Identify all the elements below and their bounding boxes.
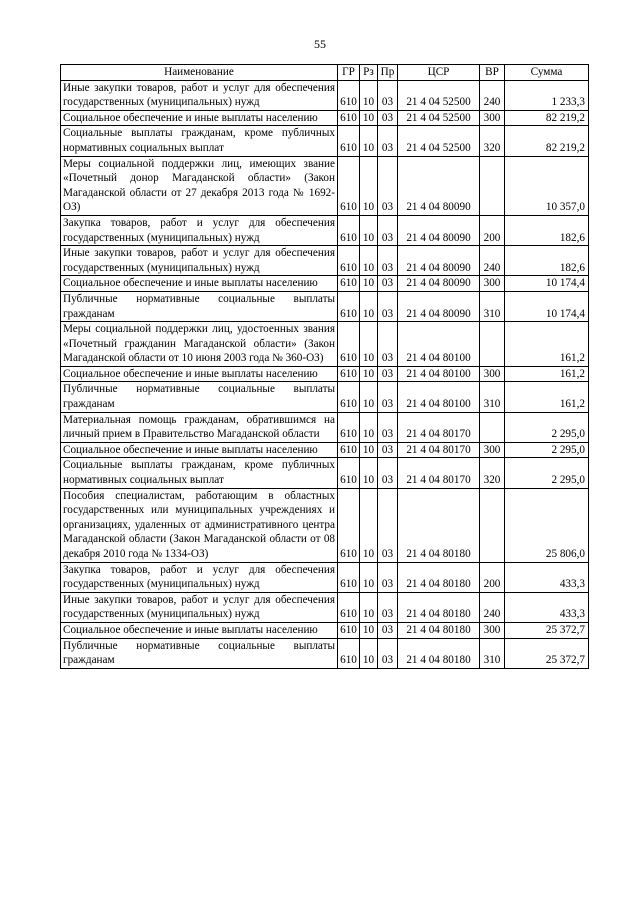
cell-rz: 10 [360, 366, 378, 382]
cell-vr: 300 [480, 366, 505, 382]
cell-rz: 10 [360, 622, 378, 638]
table-row [61, 442, 589, 458]
cell-sum: 10 174,4 [505, 276, 589, 292]
column-header-name: Наименование [61, 65, 338, 81]
cell-vr: 310 [480, 638, 505, 668]
cell-gr: 610 [338, 458, 360, 488]
cell-sum: 161,2 [505, 322, 589, 367]
cell-gr: 610 [338, 442, 360, 458]
table-row [61, 458, 589, 488]
cell-pr: 03 [378, 276, 398, 292]
table-row [61, 488, 589, 562]
cell-pr: 03 [378, 458, 398, 488]
cell-name: Социальное обеспечение и иные выплаты населению [61, 110, 338, 126]
cell-gr: 610 [338, 622, 360, 638]
cell-vr: 300 [480, 276, 505, 292]
table-row [61, 215, 589, 245]
cell-name: Публичные нормативные социальные выплаты гражданам [61, 291, 338, 321]
cell-csr: 21 4 04 80100 [398, 366, 480, 382]
cell-pr: 03 [378, 156, 398, 215]
cell-rz: 10 [360, 442, 378, 458]
cell-name: Закупка товаров, работ и услуг для обеспечения государственных (муниципальных) нужд [61, 215, 338, 245]
cell-rz: 10 [360, 110, 378, 126]
cell-sum: 2 295,0 [505, 412, 589, 442]
table-row [61, 156, 589, 215]
cell-sum: 25 372,7 [505, 638, 589, 668]
cell-vr [480, 488, 505, 562]
cell-sum: 10 174,4 [505, 291, 589, 321]
cell-pr: 03 [378, 215, 398, 245]
table-row [61, 592, 589, 622]
cell-name: Социальное обеспечение и иные выплаты населению [61, 622, 338, 638]
cell-rz: 10 [360, 638, 378, 668]
cell-vr: 240 [480, 592, 505, 622]
cell-sum: 2 295,0 [505, 442, 589, 458]
cell-gr: 610 [338, 110, 360, 126]
column-header-sum: Сумма [505, 65, 589, 81]
cell-sum: 25 372,7 [505, 622, 589, 638]
cell-name: Публичные нормативные социальные выплаты гражданам [61, 382, 338, 412]
cell-rz: 10 [360, 382, 378, 412]
cell-name: Пособия специалистам, работающим в областных государственных или муниципальных учреждениях и организациях, удаленных от административного центра Магаданской области (Закон Магаданской области от 08 декабря 2010 года № 1334-ОЗ) [61, 488, 338, 562]
table-row [61, 126, 589, 156]
cell-gr: 610 [338, 80, 360, 110]
column-header-vr: ВР [480, 65, 505, 81]
cell-gr: 610 [338, 488, 360, 562]
budget-table [60, 64, 589, 669]
cell-name: Меры социальной поддержки лиц, имеющих звание «Почетный донор Магаданской области» (Закон Магаданской области от 27 декабря 2013 года № 1692-ОЗ) [61, 156, 338, 215]
table-row [61, 412, 589, 442]
column-header-csr: ЦСР [398, 65, 480, 81]
cell-gr: 610 [338, 322, 360, 367]
cell-csr: 21 4 04 80180 [398, 592, 480, 622]
cell-pr: 03 [378, 622, 398, 638]
cell-vr: 310 [480, 382, 505, 412]
cell-gr: 610 [338, 366, 360, 382]
cell-pr: 03 [378, 562, 398, 592]
cell-name: Иные закупки товаров, работ и услуг для обеспечения государственных (муниципальных) нужд [61, 80, 338, 110]
column-header-pr: Пр [378, 65, 398, 81]
cell-pr: 03 [378, 322, 398, 367]
cell-csr: 21 4 04 80090 [398, 291, 480, 321]
cell-sum: 161,2 [505, 366, 589, 382]
cell-rz: 10 [360, 156, 378, 215]
table-row [61, 80, 589, 110]
cell-pr: 03 [378, 246, 398, 276]
cell-rz: 10 [360, 246, 378, 276]
cell-gr: 610 [338, 382, 360, 412]
cell-gr: 610 [338, 126, 360, 156]
cell-sum: 182,6 [505, 215, 589, 245]
cell-csr: 21 4 04 52500 [398, 110, 480, 126]
cell-name: Материальная помощь гражданам, обратившимся на личный прием в Правительство Магаданской области [61, 412, 338, 442]
cell-sum: 161,2 [505, 382, 589, 412]
cell-csr: 21 4 04 80170 [398, 442, 480, 458]
cell-vr: 300 [480, 110, 505, 126]
cell-vr: 320 [480, 126, 505, 156]
cell-pr: 03 [378, 291, 398, 321]
cell-gr: 610 [338, 412, 360, 442]
table-row [61, 622, 589, 638]
cell-name: Социальное обеспечение и иные выплаты населению [61, 442, 338, 458]
cell-gr: 610 [338, 246, 360, 276]
cell-name: Иные закупки товаров, работ и услуг для обеспечения государственных (муниципальных) нужд [61, 592, 338, 622]
cell-rz: 10 [360, 412, 378, 442]
cell-csr: 21 4 04 80100 [398, 382, 480, 412]
cell-name: Иные закупки товаров, работ и услуг для обеспечения государственных (муниципальных) нужд [61, 246, 338, 276]
cell-gr: 610 [338, 562, 360, 592]
column-header-rz: Рз [360, 65, 378, 81]
cell-rz: 10 [360, 488, 378, 562]
cell-gr: 610 [338, 276, 360, 292]
cell-rz: 10 [360, 458, 378, 488]
cell-csr: 21 4 04 52500 [398, 126, 480, 156]
cell-pr: 03 [378, 488, 398, 562]
cell-csr: 21 4 04 80090 [398, 276, 480, 292]
table-row [61, 110, 589, 126]
cell-csr: 21 4 04 80100 [398, 322, 480, 367]
table-row [61, 246, 589, 276]
cell-csr: 21 4 04 80090 [398, 215, 480, 245]
cell-rz: 10 [360, 562, 378, 592]
table-header-row [61, 65, 589, 81]
cell-name: Социальное обеспечение и иные выплаты населению [61, 366, 338, 382]
cell-csr: 21 4 04 80170 [398, 412, 480, 442]
page-number: 55 [314, 37, 326, 51]
cell-csr: 21 4 04 52500 [398, 80, 480, 110]
cell-csr: 21 4 04 80090 [398, 246, 480, 276]
cell-pr: 03 [378, 382, 398, 412]
cell-sum: 10 357,0 [505, 156, 589, 215]
cell-csr: 21 4 04 80180 [398, 562, 480, 592]
cell-vr: 300 [480, 442, 505, 458]
cell-pr: 03 [378, 638, 398, 668]
cell-sum: 25 806,0 [505, 488, 589, 562]
table-row [61, 638, 589, 668]
cell-sum: 2 295,0 [505, 458, 589, 488]
cell-gr: 610 [338, 592, 360, 622]
cell-rz: 10 [360, 80, 378, 110]
table-row [61, 382, 589, 412]
cell-sum: 1 233,3 [505, 80, 589, 110]
cell-csr: 21 4 04 80180 [398, 488, 480, 562]
table-row [61, 322, 589, 367]
cell-sum: 433,3 [505, 562, 589, 592]
cell-vr: 320 [480, 458, 505, 488]
cell-gr: 610 [338, 215, 360, 245]
cell-rz: 10 [360, 291, 378, 321]
cell-pr: 03 [378, 592, 398, 622]
cell-rz: 10 [360, 215, 378, 245]
cell-rz: 10 [360, 126, 378, 156]
cell-name: Публичные нормативные социальные выплаты гражданам [61, 638, 338, 668]
cell-gr: 610 [338, 291, 360, 321]
cell-sum: 82 219,2 [505, 126, 589, 156]
cell-csr: 21 4 04 80170 [398, 458, 480, 488]
cell-name: Закупка товаров, работ и услуг для обеспечения государственных (муниципальных) нужд [61, 562, 338, 592]
table-row [61, 276, 589, 292]
column-header-gr: ГР [338, 65, 360, 81]
cell-vr [480, 156, 505, 215]
cell-pr: 03 [378, 366, 398, 382]
cell-vr [480, 412, 505, 442]
cell-vr [480, 322, 505, 367]
cell-pr: 03 [378, 80, 398, 110]
cell-pr: 03 [378, 442, 398, 458]
cell-csr: 21 4 04 80180 [398, 638, 480, 668]
cell-pr: 03 [378, 110, 398, 126]
cell-pr: 03 [378, 126, 398, 156]
cell-vr: 240 [480, 80, 505, 110]
cell-sum: 182,6 [505, 246, 589, 276]
table-row [61, 562, 589, 592]
cell-name: Социальные выплаты гражданам, кроме публичных нормативных социальных выплат [61, 126, 338, 156]
cell-vr: 300 [480, 622, 505, 638]
cell-sum: 82 219,2 [505, 110, 589, 126]
cell-rz: 10 [360, 276, 378, 292]
cell-gr: 610 [338, 638, 360, 668]
cell-name: Социальное обеспечение и иные выплаты населению [61, 276, 338, 292]
cell-gr: 610 [338, 156, 360, 215]
cell-vr: 310 [480, 291, 505, 321]
table-row [61, 291, 589, 321]
cell-sum: 433,3 [505, 592, 589, 622]
cell-vr: 200 [480, 562, 505, 592]
cell-name: Меры социальной поддержки лиц, удостоенных звания «Почетный гражданин Магаданской области» (Закон Магаданской области от 10 июня 2003 года № 360-ОЗ) [61, 322, 338, 367]
cell-vr: 200 [480, 215, 505, 245]
cell-rz: 10 [360, 592, 378, 622]
cell-csr: 21 4 04 80180 [398, 622, 480, 638]
cell-name: Социальные выплаты гражданам, кроме публичных нормативных социальных выплат [61, 458, 338, 488]
cell-rz: 10 [360, 322, 378, 367]
cell-vr: 240 [480, 246, 505, 276]
table-row [61, 366, 589, 382]
cell-pr: 03 [378, 412, 398, 442]
cell-csr: 21 4 04 80090 [398, 156, 480, 215]
